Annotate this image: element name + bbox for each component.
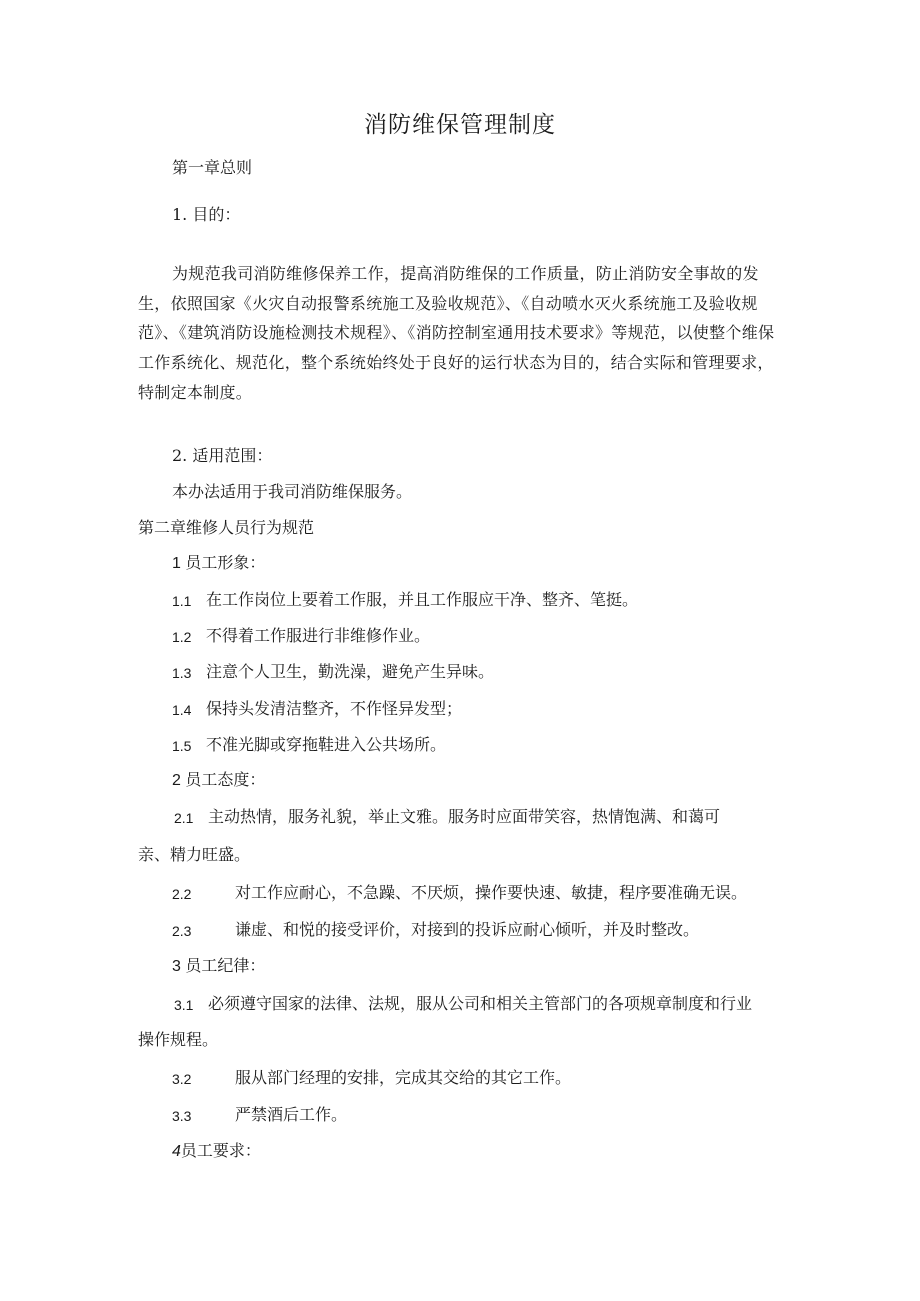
section3-heading: 3 员工纪律：	[172, 958, 266, 975]
item-text: 在工作岗位上要着工作服，并且工作服应干净、整齐、笔挺。	[206, 590, 639, 609]
item-text: 必须遵守国家的法律、法规，服从公司和相关主管部门的各项规章制度和行业	[208, 994, 753, 1013]
item-text: 服从部门经理的安排，完成其交给的其它工作。	[235, 1068, 572, 1087]
item-text: 严禁酒后工作。	[235, 1105, 348, 1124]
chapter1-heading: 第一章总则	[172, 158, 253, 177]
section2-heading: 2 员工态度：	[172, 772, 266, 789]
item-number: 1.4	[172, 702, 192, 718]
item-number: 2.2	[172, 886, 192, 902]
purpose-label: 1. 目的：	[172, 205, 241, 224]
chapter2-heading: 第二章维修人员行为规范	[138, 518, 315, 537]
item-text: 注意个人卫生，勤洗澡，避免产生异味。	[206, 662, 495, 681]
item-text: 保持头发清洁整齐，不作怪异发型；	[206, 699, 463, 718]
section4-heading-number: 4	[172, 1143, 181, 1160]
purpose-paragraph	[138, 259, 788, 408]
item-number: 3.1	[174, 997, 194, 1013]
item-number: 3.3	[172, 1108, 192, 1124]
item-text: 对工作应耐心，不急躁、不厌烦，操作要快速、敏捷，程序要准确无误。	[235, 883, 748, 902]
document-title: 消防维保管理制度	[364, 112, 556, 138]
section4-heading	[172, 1141, 261, 1163]
item-text-continuation: 操作规程。	[138, 1030, 219, 1049]
item-number: 1.5	[172, 738, 192, 754]
item-text-continuation: 亲、精力旺盛。	[138, 845, 251, 864]
section4-heading-text: 员工要求：	[180, 1143, 261, 1160]
item-number: 1.3	[172, 665, 192, 681]
item-text: 不准光脚或穿拖鞋进入公共场所。	[206, 735, 447, 754]
item-text: 不得着工作服进行非维修作业。	[206, 626, 431, 645]
item-text: 谦虚、和悦的接受评价，对接到的投诉应耐心倾听，并及时整改。	[235, 920, 700, 939]
item-number: 1.2	[172, 629, 192, 645]
item-number: 2.3	[172, 923, 192, 939]
scope-text: 本办法适用于我司消防维保服务。	[172, 482, 413, 501]
section1-heading: 1 员工形象：	[172, 555, 266, 572]
scope-label: 2. 适用范围：	[172, 446, 273, 465]
purpose-text: 为规范我司消防维修保养工作，提高消防维保的工作质量，防止消防安全事故的发生，依照国家《火灾自动报警系统施工及验收规范》、《自动喷水灭火系统施工及验收规范》、《建筑消防设施检测技术规程》、《消防控制室通用技术要求》等规范，以使整个维保工作系统化、规范化，整个系统始终处于良好的运行状态为目的，结合实际和管理要求，特制定本制度。	[138, 264, 775, 402]
item-number: 2.1	[174, 810, 194, 826]
item-number: 3.2	[172, 1071, 192, 1087]
item-text: 主动热情，服务礼貌，举止文雅。服务时应面带笑容，热情饱满、和蔼可	[208, 807, 721, 826]
item-number: 1.1	[172, 593, 192, 609]
